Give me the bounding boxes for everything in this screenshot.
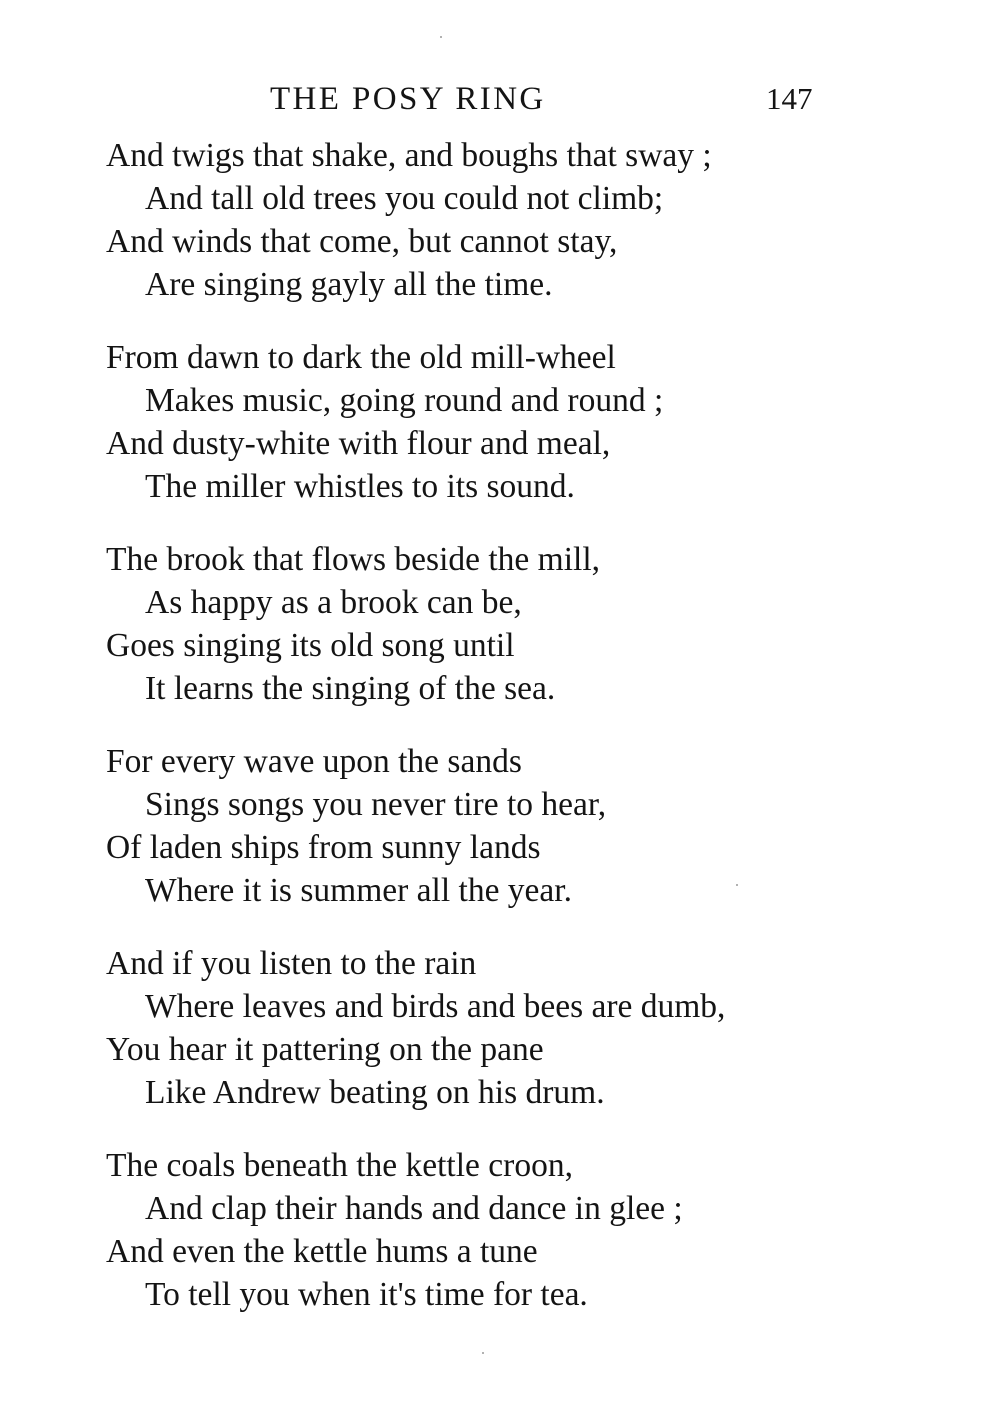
poem-line: Are singing gayly all the time. (145, 266, 553, 303)
poem-line: Where it is summer all the year. (145, 872, 572, 909)
poem-line: The miller whistles to its sound. (145, 468, 575, 505)
poem-line: The coals beneath the kettle croon, (106, 1147, 573, 1184)
poem-line: For every wave upon the sands (106, 743, 522, 780)
stanza-5 (106, 942, 906, 1114)
stanza-1 (106, 134, 906, 306)
stanza-6 (106, 1144, 906, 1316)
scan-speck (440, 36, 442, 38)
running-head (0, 76, 1000, 122)
scan-speck (482, 1352, 484, 1354)
poem-line: To tell you when it's time for tea. (145, 1276, 588, 1313)
stanza-3 (106, 538, 906, 710)
poem-line: Sings songs you never tire to hear, (145, 786, 607, 823)
poem-line: And dusty-white with flour and meal, (106, 425, 611, 462)
page-number: 147 (766, 81, 813, 116)
poem-line: And twigs that shake, and boughs that sway ; (106, 137, 712, 174)
poem-line: And tall old trees you could not climb; (145, 180, 664, 217)
scan-speck (736, 884, 738, 886)
poem-line: And winds that come, but cannot stay, (106, 223, 618, 260)
poem-line: As happy as a brook can be, (145, 584, 522, 621)
poem-line: Makes music, going round and round ; (145, 382, 664, 419)
poem-line: Where leaves and birds and bees are dumb, (145, 988, 726, 1025)
stanza-4 (106, 740, 906, 912)
poem-line: Of laden ships from sunny lands (106, 829, 541, 866)
poem-line: And even the kettle hums a tune (106, 1233, 538, 1270)
poem-line: It learns the singing of the sea. (145, 670, 556, 707)
poem-line: From dawn to dark the old mill-wheel (106, 339, 616, 376)
poem (106, 134, 906, 1346)
poem-line: And if you listen to the rain (106, 945, 477, 982)
poem-line: The brook that flows beside the mill, (106, 541, 601, 578)
poem-line: And clap their hands and dance in glee ; (145, 1190, 683, 1227)
poem-line: Goes singing its old song until (106, 627, 515, 664)
poem-line: Like Andrew beating on his drum. (145, 1074, 605, 1111)
running-title: THE POSY RING (270, 81, 546, 117)
poem-line: You hear it pattering on the pane (106, 1031, 544, 1068)
stanza-2 (106, 336, 906, 508)
